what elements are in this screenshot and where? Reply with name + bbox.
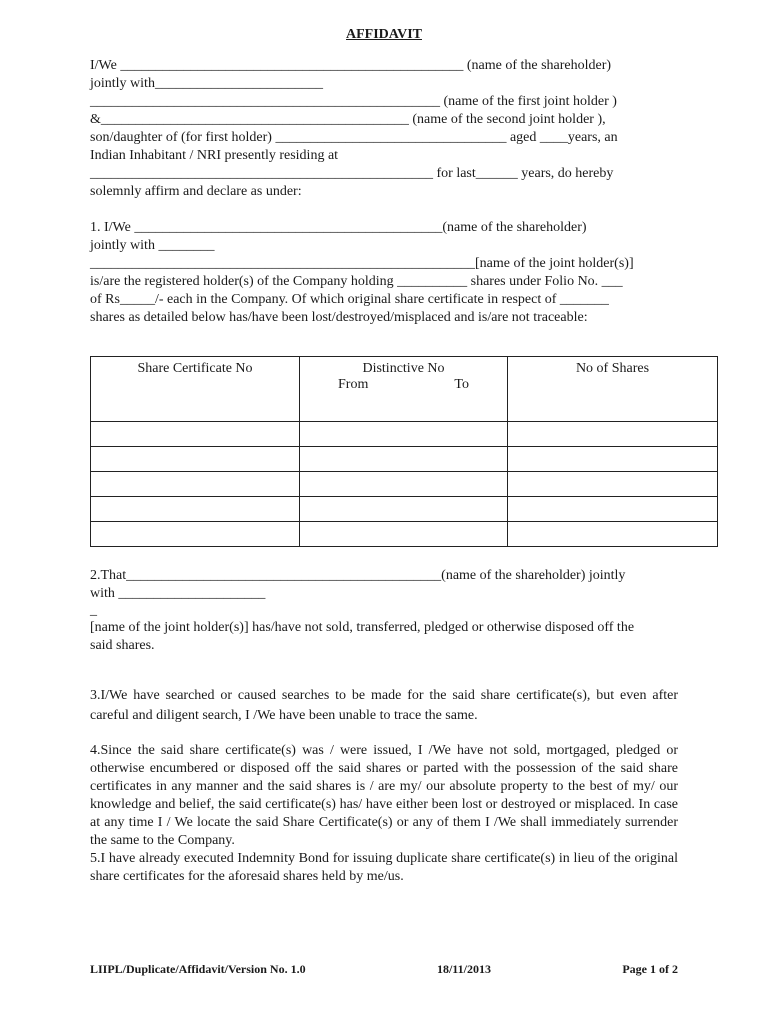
para1-line-3: _______________________________________________________[name of the joint holder(s)]: [90, 256, 634, 271]
table-cell[interactable]: [508, 522, 718, 547]
table-cell[interactable]: [91, 472, 300, 497]
intro-line-2: jointly with________________________: [90, 76, 323, 91]
para2-line-1: 2.That_____________________________________________(name of the shareholder) jointly: [90, 568, 626, 583]
paragraph-2: [90, 567, 678, 655]
paragraph-4: 4.Since the said share certificate(s) was / were issued, I /We have not sold, mortgaged, pledged or otherwise encumbered or disposed off the said shares or parted with the possession of the said share certificates in any manner and the said shares is / are my/ our absolute property to the best of my/ our knowledge and belief, the said certificate(s) has/ have either been lost or destroyed or misplaced. In case at any time I / We locate the said Share Certificate(s) or any of them I /We shall immediately surrender the same to the Company.: [90, 743, 678, 848]
intro-line-4: &____________________________________________ (name of the second joint holder ),: [90, 112, 606, 127]
table-row: [91, 422, 718, 447]
col-subheader-from: From: [338, 377, 369, 392]
table-cell[interactable]: [508, 447, 718, 472]
affidavit-page: [90, 26, 678, 886]
table-cell[interactable]: [300, 447, 508, 472]
table-cell[interactable]: [300, 497, 508, 522]
table-cell[interactable]: [508, 497, 718, 522]
intro-line-7: _________________________________________________ for last______ years, do hereby: [90, 166, 614, 181]
para2-line-5: said shares.: [90, 638, 155, 653]
intro-line-5: son/daughter of (for first holder) _________________________________ aged ____years, an: [90, 130, 618, 145]
paragraph-1: [90, 219, 678, 327]
footer-reference: LIIPL/Duplicate/Affidavit/Version No. 1.0: [90, 962, 306, 976]
col-header-no-of-shares: No of Shares: [508, 357, 718, 422]
intro-line-3: __________________________________________________ (name of the first joint holder ): [90, 94, 617, 109]
table-row: [91, 497, 718, 522]
para1-line-6: shares as detailed below has/have been lost/destroyed/misplaced and is/are not traceable:: [90, 310, 588, 325]
table-row: [91, 522, 718, 547]
para2-line-2: with _____________________: [90, 586, 266, 601]
table-row: [91, 472, 718, 497]
footer-page-number: Page 1 of 2: [622, 962, 678, 976]
intro-line-6: Indian Inhabitant / NRI presently residing at: [90, 148, 339, 163]
table-cell[interactable]: [508, 472, 718, 497]
table-cell[interactable]: [300, 472, 508, 497]
intro-line-8: solemnly affirm and declare as under:: [90, 184, 302, 199]
col-header-certificate-no: Share Certificate No: [91, 357, 300, 422]
paragraph-3: 3.I/We have searched or caused searches to be made for the said share certificate(s), but even after careful and diligent search, I /We have been unable to trace the same.: [90, 688, 678, 723]
share-certificate-table: [90, 356, 718, 547]
table-header-row: [91, 357, 718, 422]
col-header-distinctive-no: Distinctive No From To: [300, 357, 508, 422]
para2-line-3: _: [90, 603, 97, 618]
page-footer: [90, 962, 678, 977]
intro-section: [90, 57, 678, 201]
col-subheader-to: To: [454, 377, 469, 392]
intro-line-1: I/We _________________________________________________ (name of the shareholder): [90, 58, 612, 73]
table-cell[interactable]: [91, 422, 300, 447]
table-cell[interactable]: [91, 447, 300, 472]
table-cell[interactable]: [91, 522, 300, 547]
table-cell[interactable]: [300, 522, 508, 547]
table-row: [91, 447, 718, 472]
para1-line-4: is/are the registered holder(s) of the Company holding __________ shares under Folio No. ___: [90, 274, 623, 289]
paragraph-5: 5.I have already executed Indemnity Bond for issuing duplicate share certificate(s) in lieu of the original share certificates for the aforesaid shares held by me/us.: [90, 851, 678, 884]
table-cell[interactable]: [91, 497, 300, 522]
para2-line-4: [name of the joint holder(s)] has/have not sold, transferred, pledged or otherwise disposed off the: [90, 620, 635, 635]
table-cell[interactable]: [300, 422, 508, 447]
footer-date: 18/11/2013: [436, 962, 491, 976]
table-cell[interactable]: [508, 422, 718, 447]
page-title: AFFIDAVIT: [346, 27, 422, 42]
para1-line-2: jointly with ________: [90, 238, 215, 253]
para1-line-1: 1. I/We ____________________________________________(name of the shareholder): [90, 220, 587, 235]
para1-line-5: of Rs_____/- each in the Company. Of which original share certificate in respect of _______: [90, 292, 609, 307]
